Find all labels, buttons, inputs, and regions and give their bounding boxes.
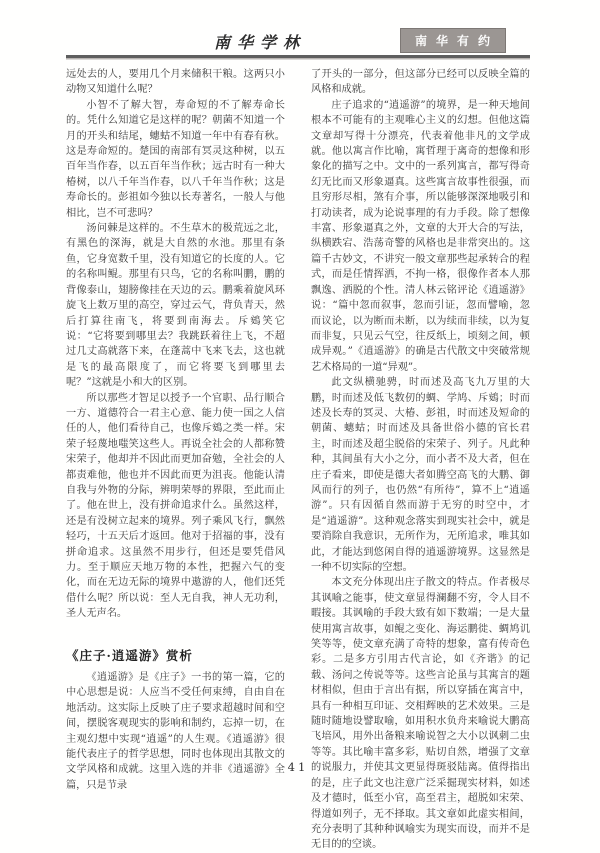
- left-column: [66, 67, 285, 853]
- column-badge: 南华有约: [400, 28, 506, 53]
- left-paragraph: 小智不了解大智，寿命短的不了解寿命长的。凭什么知道它是这样的呢？朝菌不知道一个月的开头和结尾，蟪蛄不知道一年中有春有秋。这是寿命短的。楚国的南部有冥灵这种树，以五百年当作春，以五百年当作秋；远古时有一种大椿树，以八千年当作春，以八千年当作秋；这是寿命长的。彭祖如今独以长寿著名，一般人与他相比，岂不可悲吗？: [66, 99, 285, 219]
- journal-title: 南华学林: [214, 33, 307, 52]
- right-paragraph-continuation: 了开头的一部分，但这部分已经可以反映全篇的风格和成就。: [311, 69, 530, 96]
- right-paragraph: 庄子追求的“逍遥游”的境界，是一种天地间根本不可能有的主观唯心主义的幻想。但他这篇文章却写得十分漂亮，代表着他非凡的文学成就。他以寓言作比喻，寓哲理于离奇的想像和形象化的描写之中。文中的一系列寓言，都写得奇幻无比而又形象逼真。这些寓言故事性很强，而且穷形尽相，煞有介事，所以能够深深地吸引和打动读者，成为论说事理的有力手段。除了想像丰富、形象逼真之外，文章的大开大合的写法，纵横跌宕、浩荡奇警的风格也是非常突出的。这篇千古妙文，不讲究一般文章那些起承转合的程式，而是任情挥洒，不拘一格，很像作者本人那飘逸、洒脱的个性。清人林云铭评论《逍遥游》说：“篇中忽而叙事，忽而引证，忽而譬喻，忽而议论，以为断而未断，以为续而非续，以为复而非复，只见云气空，往反纸上，顷刻之间，顿成异观。”《逍遥游》的确是古代散文中突破常规艺术格局的一道“异观”。: [311, 99, 530, 373]
- right-paragraph: 此文纵横驰骋，时而述及高飞九万里的大鹏，时而述及低飞数仞的蜩、学鸠、斥鴳；时而述及长寿的冥灵、大椿、彭祖，时而述及短命的朝菌、蟪蛄；时而述及具备世俗小德的官长君主，时而述及超尘脱俗的宋荣子、列子。凡此种种，其间虽有大小之分，而小者不及大者，但在庄子看来，即使是德大者如腾空高飞的大鹏、御风而行的列子，也仍然“有所待”，算不上“逍遥游”。只有因循自然而游于无穷的时空中，才是“逍遥游”。这种观念落实到现实社会中，就是要消除自我意识，无所作为，无所追求，唯其如此，才能达到悠闲自得的逍遥游境界。这显然是一种不切实际的空想。: [311, 377, 530, 573]
- right-paragraph: 本文充分体现出庄子散文的特点。作者极尽其讽喻之能事，使文章显得澜翻不穷，令人目不暇接。其讽喻的手段大致有如下数端；一是大量使用寓言故事，如鲲之变化、海运鹏徙、蜩鸠讥笑等等，使文章充满了奇特的想象，富有传奇色彩。二是多方引用古代言论，如《齐谐》的记载、汤问之传说等等。这些言论虽与其寓言的题材相似，但由于言出有据，所以穿插在寓言中，具有一种相互印证、交相辉映的艺术效果。三是随时随地设譬取喻，如用积水负舟来喻说大鹏高飞培风，用外出备粮来喻说智之大小以讽刺二虫等等。其比喻丰富多彩，贴切自然，增强了文章的说服力，并使其文更显得斑驳陆离。值得指出的是，庄子此文也注意广泛采掘现实材料，如述及才德时，低至小官，高至君主，超脱如宋荣、得道如列子，无不择取。其文章如此虚实相间，充分表明了其种种讽喻实为现实而设，而并不是无目的的空谈。: [311, 577, 530, 851]
- header-rule: [66, 55, 530, 58]
- text-columns: [66, 67, 530, 853]
- page-header: [66, 26, 530, 54]
- page-number: 41: [287, 760, 309, 774]
- section-heading: 《庄子·逍遥游》赏析: [66, 647, 193, 663]
- right-column: [311, 67, 530, 853]
- left-paragraph-continuation: 远处去的人，要用几个月来储积干粮。这两只小动物又知道什么呢？: [66, 69, 285, 96]
- page-content: [66, 26, 530, 853]
- left-paragraph: 汤问棘是这样的。不生草木的极荒远之北，有黑色的深海，就是大自然的水池。那里有条鱼，它身宽数千里，没有知道它的长度的人。它的名称叫鲲。那里有只鸟，它的名称叫鹏，鹏的背像泰山，翅膀像挂在天边的云。鹏乘着旋风环旋飞上数万里的高空，穿过云气，背负青天，然后打算往南飞，将要到南海去。斥鴳笑它说：“它将要到哪里去？我跳跃着往上飞，不超过几丈高就落下来，在蓬蒿中飞来飞去，这也就是飞的最高限度了，而它将要飞到哪里去呢？”这就是小和大的区别。: [66, 223, 285, 389]
- left-paragraph: 所以那些才智足以授予一个官职、品行顺合一方、道德符合一君主心意、能力使一国之人信任的人，他们看待自己，也像斥鴳之类一样。宋荣子轻蔑地嗤笑这些人。再说全社会的人都称赞宋荣子，他却并不因此而更加奋勉，全社会的人都责难他，他也并不因此而更为沮丧。他能认清自我与外物的分际，辨明荣辱的界限，至此而止了。他在世上，没有拼命追求什么。虽然这样，还是有没树立起来的境界。列子乘风飞行，飘然轻巧，十五天后才返回。他对于招福的事，没有拼命追求。这虽然不用步行，但还是要凭借风力。至于顺应天地万物的本性，把握六气的变化，而在无边无际的境界中遨游的人，他们还凭借什么呢？所以说：至人无自我，神人无功利，圣人无声名。: [66, 392, 285, 620]
- left-paragraph: 《逍遥游》是《庄子》一书的第一篇，它的中心思想是说：人应当不受任何束缚，自由自在地活动。这实际上反映了庄子要求超越时间和空间，摆脱客观现实的影响和制约，忘掉一切，在主观幻想中实现“逍遥”的人生观。《逍遥游》很能代表庄子的哲学思想，同时也体现出其散文的文学风格和成就。这里入选的并非《逍遥游》全篇，只是节录: [66, 672, 285, 791]
